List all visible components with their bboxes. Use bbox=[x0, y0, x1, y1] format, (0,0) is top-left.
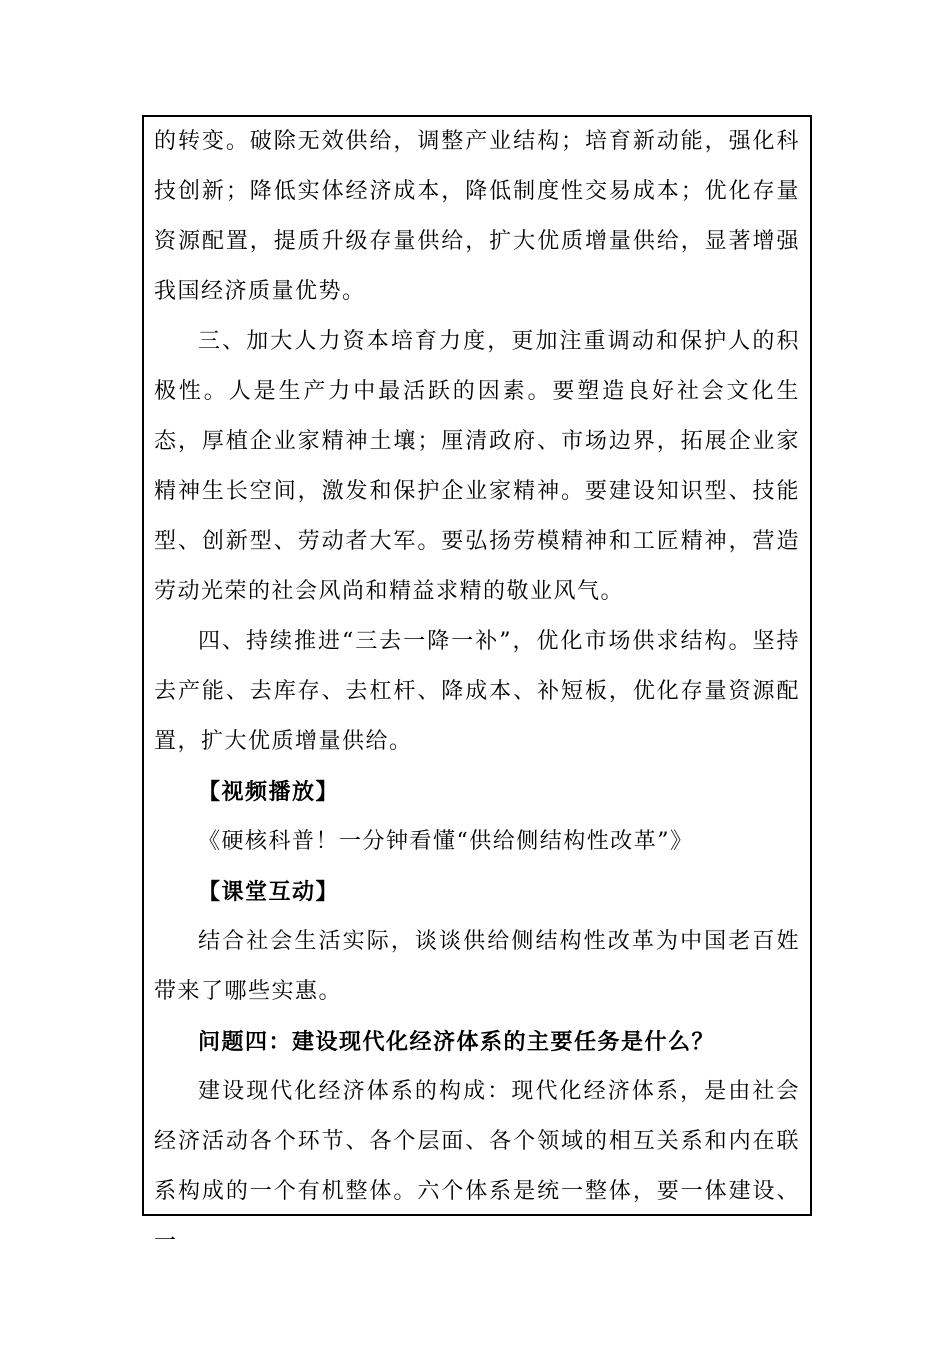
interaction-prompt: 结合社会生活实际，谈谈供给侧结构性改革为中国老百姓带来了哪些实惠。 bbox=[154, 929, 800, 1004]
paragraph-continuation: 的转变。破除无效供给，调整产业结构；培育新动能，强化科技创新；降低实体经济成本，降低制度性交易成本；优化存量资源配置，提质升级存量供给，扩大优质增量供给，显著增强我国经济质量优势。 bbox=[154, 129, 800, 304]
question-four-heading: 问题四：建设现代化经济体系的主要任务是什么？ bbox=[198, 1029, 716, 1055]
paragraph-economic-system: 建设现代化经济体系的构成：现代化经济体系，是由社会经济活动各个环节、各个层面、各个领域的相互关系和内在联系构成的一个有机整体。六个体系是统一整体，要一体建设、一 bbox=[154, 1079, 800, 1254]
paragraph-point-three: 三、加大人力资本培育力度，更加注重调动和保护人的积极性。人是生产力中最活跃的因素。要塑造良好社会文化生态，厚植企业家精神土壤；厘清政府、市场边界，拓展企业家精神生长空间，激发和保护企业家精神。要建设知识型、技能型、创新型、劳动者大军。要弘扬劳模精神和工匠精神，营造劳动光荣的社会风尚和精益求精的敬业风气。 bbox=[154, 329, 800, 604]
heading-class-interaction: 【课堂互动】 bbox=[198, 879, 340, 905]
document-body bbox=[154, 117, 800, 1267]
video-title: 《硬核科普！一分钟看懂“供给侧结构性改革”》 bbox=[198, 829, 694, 854]
paragraph-point-four: 四、持续推进“三去一降一补”，优化市场供求结构。坚持去产能、去库存、去杠杆、降成本、补短板，优化存量资源配置，扩大优质增量供给。 bbox=[154, 629, 800, 754]
heading-video-play: 【视频播放】 bbox=[198, 779, 340, 805]
content-frame bbox=[142, 115, 812, 1254]
